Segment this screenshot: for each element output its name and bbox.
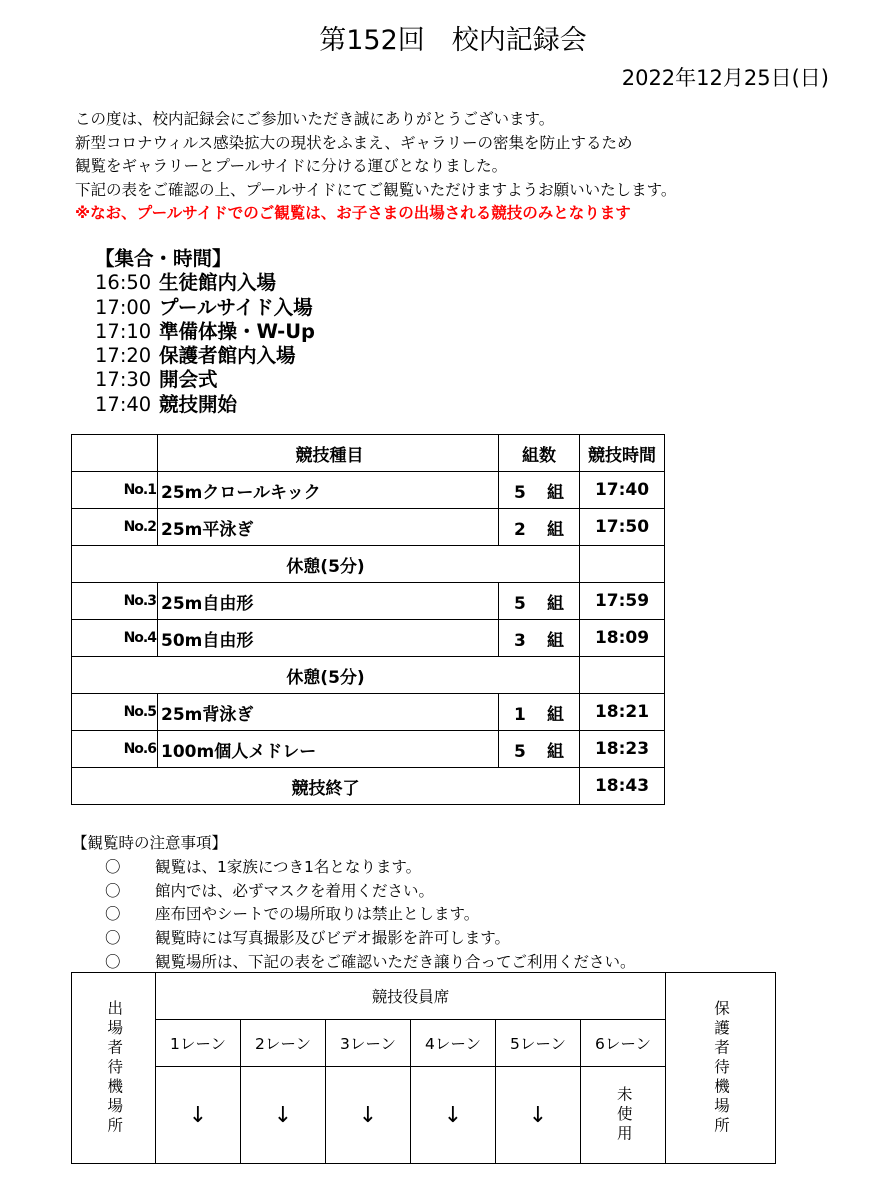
schedule-label: 生徒館内入場 <box>159 271 277 295</box>
lane-header-row <box>72 973 776 1020</box>
intro-line-1: この度は、校内記録会にご参加いただき誠にありがとうございます。 <box>75 110 555 128</box>
group-unit: 組 <box>547 704 564 725</box>
event-groups <box>499 583 580 620</box>
event-number: No.4 <box>72 620 158 657</box>
end-time: 18:43 <box>580 768 665 805</box>
notes-heading: 【観覧時の注意事項】 <box>72 834 228 852</box>
header-event: 競技種目 <box>158 435 499 472</box>
event-name: 25mクロールキック <box>158 472 499 509</box>
break-row <box>72 657 665 694</box>
event-number: No.3 <box>72 583 158 620</box>
lane-label: 6レーン <box>581 1020 666 1067</box>
event-groups <box>499 694 580 731</box>
event-groups <box>499 620 580 657</box>
schedule-label: 開会式 <box>159 368 218 392</box>
lane-status <box>496 1067 581 1164</box>
event-name: 25m平泳ぎ <box>158 509 499 546</box>
table-row <box>72 472 665 509</box>
lane-status <box>241 1067 326 1164</box>
table-row <box>72 694 665 731</box>
schedule-time: 17:20 <box>95 344 152 368</box>
athlete-waiting-label: 出場者待機場所 <box>105 999 124 1137</box>
guardian-waiting-label: 保護者待機場所 <box>712 999 730 1137</box>
break-time-cell <box>580 546 665 583</box>
event-groups <box>499 472 580 509</box>
schedule-item <box>95 344 315 368</box>
events-table <box>71 434 665 805</box>
lane-label: 2レーン <box>241 1020 326 1067</box>
athlete-waiting-area <box>72 973 156 1164</box>
lane-status <box>581 1067 666 1164</box>
note-text: 座布団やシートでの場所取りは禁止とします。 <box>155 905 480 924</box>
table-row <box>72 583 665 620</box>
schedule-item <box>95 393 315 417</box>
group-count: 5 <box>514 593 526 614</box>
group-count: 5 <box>514 741 526 762</box>
event-time: 18:21 <box>580 694 665 731</box>
break-label: 休憩(5分) <box>72 657 580 694</box>
schedule-heading: 【集合・時間】 <box>95 247 232 270</box>
schedule-time: 17:30 <box>95 368 152 392</box>
lane-label: 3レーン <box>326 1020 411 1067</box>
group-unit: 組 <box>547 741 564 762</box>
list-item <box>72 880 636 904</box>
group-count: 1 <box>514 704 526 725</box>
officials-seat: 競技役員席 <box>156 973 666 1020</box>
schedule-time: 17:10 <box>95 319 152 343</box>
schedule-label: 準備体操・W-Up <box>159 319 316 343</box>
intro-line-4: 下記の表をご確認の上、プールサイドにてご観覧いただけますようお願いいたします。 <box>75 180 677 199</box>
lane-label: 4レーン <box>411 1020 496 1067</box>
event-time: 17:50 <box>580 509 665 546</box>
circle-icon: 〇 <box>105 905 121 924</box>
table-row <box>72 731 665 768</box>
lane-label: 5レーン <box>496 1020 581 1067</box>
down-arrow-icon: ↓ <box>528 1102 548 1128</box>
event-number: No.6 <box>72 731 158 768</box>
group-count: 2 <box>514 519 526 540</box>
intro-line-2: 新型コロナウィルス感染拡大の現状をふまえ、ギャラリーの密集を防止するため <box>75 133 633 152</box>
page-title: 第152回 校内記録会 <box>319 25 587 56</box>
schedule-label: 保護者館内入場 <box>159 344 296 368</box>
break-time-cell <box>580 657 665 694</box>
note-text: 観覧時には写真撮影及びビデオ撮影を許可します。 <box>155 929 510 948</box>
guardian-waiting-area <box>666 973 776 1164</box>
intro-text <box>75 108 676 226</box>
lane-status <box>326 1067 411 1164</box>
end-label: 競技終了 <box>72 768 580 805</box>
intro-line-3: 観覧をギャラリーとプールサイドに分ける運びとなりました。 <box>75 157 508 175</box>
circle-icon: 〇 <box>105 952 121 971</box>
schedule-item <box>95 320 315 344</box>
table-row <box>72 620 665 657</box>
event-name: 100m個人メドレー <box>158 731 499 768</box>
note-text: 観覧場所は、下記の表をご確認いただき譲り合ってご利用ください。 <box>155 952 636 971</box>
lane-layout-table <box>71 972 776 1164</box>
circle-icon: 〇 <box>105 857 121 876</box>
list-item <box>72 927 636 951</box>
group-unit: 組 <box>547 519 564 540</box>
schedule-time: 17:00 <box>95 295 152 319</box>
header-no-cell <box>72 435 158 472</box>
list-item <box>72 903 636 927</box>
circle-icon: 〇 <box>105 881 121 900</box>
unused-label: 未使用 <box>614 1085 633 1145</box>
lane-status <box>411 1067 496 1164</box>
group-count: 3 <box>514 630 526 651</box>
event-name: 25m背泳ぎ <box>158 694 499 731</box>
event-number: No.2 <box>72 509 158 546</box>
group-unit: 組 <box>547 630 564 651</box>
end-row <box>72 768 665 805</box>
intro-warning: ※なお、プールサイドでのご観覧は、お子さまの出場される競技のみとなります <box>75 204 631 222</box>
event-groups <box>499 731 580 768</box>
schedule-time: 16:50 <box>95 271 152 295</box>
header-groups: 組数 <box>499 435 580 472</box>
event-name: 50m自由形 <box>158 620 499 657</box>
event-time: 17:40 <box>580 472 665 509</box>
schedule-label: プールサイド入場 <box>159 295 313 319</box>
notes-section <box>72 832 636 975</box>
lane-label: 1レーン <box>156 1020 241 1067</box>
group-count: 5 <box>514 482 526 503</box>
event-number: No.5 <box>72 694 158 731</box>
event-time: 17:59 <box>580 583 665 620</box>
circle-icon: 〇 <box>105 929 121 948</box>
down-arrow-icon: ↓ <box>188 1102 208 1128</box>
down-arrow-icon: ↓ <box>358 1102 378 1128</box>
group-unit: 組 <box>547 593 564 614</box>
schedule-item <box>95 368 315 392</box>
note-text: 観覧は、1家族につき1名となります。 <box>155 857 422 876</box>
schedule-time: 17:40 <box>95 392 152 416</box>
break-row <box>72 546 665 583</box>
event-name: 25m自由形 <box>158 583 499 620</box>
table-row <box>72 509 665 546</box>
events-header-row <box>72 435 665 472</box>
list-item <box>72 856 636 880</box>
event-time: 18:09 <box>580 620 665 657</box>
down-arrow-icon: ↓ <box>443 1102 463 1128</box>
schedule-label: 競技開始 <box>159 392 238 416</box>
lane-status <box>156 1067 241 1164</box>
schedule-item <box>95 271 315 295</box>
event-time: 18:23 <box>580 731 665 768</box>
break-label: 休憩(5分) <box>72 546 580 583</box>
note-text: 館内では、必ずマスクを着用ください。 <box>155 881 435 900</box>
group-unit: 組 <box>547 482 564 503</box>
event-number: No.1 <box>72 472 158 509</box>
event-date: 2022年12月25日(日) <box>621 66 829 90</box>
header-time: 競技時間 <box>580 435 665 472</box>
event-groups <box>499 509 580 546</box>
schedule-item <box>95 296 315 320</box>
down-arrow-icon: ↓ <box>273 1102 293 1128</box>
schedule-section <box>95 247 315 417</box>
